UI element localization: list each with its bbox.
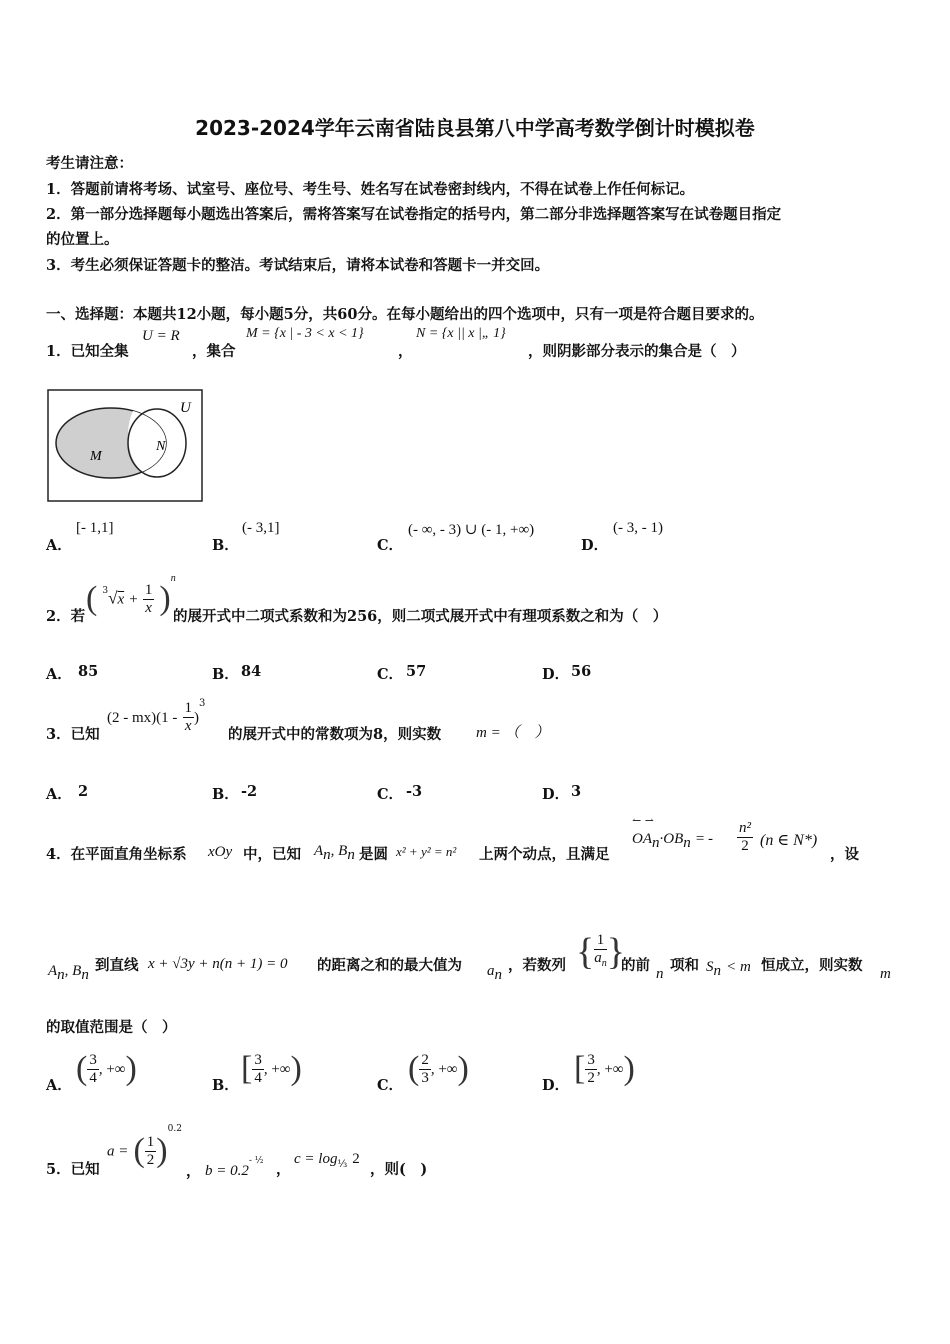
q3-expression: [107, 697, 206, 735]
q1-option-a-value: [- 1,1]: [76, 520, 114, 536]
q4-text-3: 上两个动点，且满足: [479, 846, 610, 863]
notice-item-3: 3．考生必须保证答题卡的整洁。考试结束后，请将本试卷和答题卡一并交回。: [46, 257, 550, 274]
q1-option-d-value: (- 3, - 1): [613, 520, 663, 536]
q3-expr-b: ): [194, 710, 199, 726]
q4-m-var: m: [880, 966, 891, 982]
q2-option-c-label: C．: [377, 666, 404, 683]
q1-option-c-value: (- ∞, - 3) ∪ (- 1, +∞): [408, 522, 535, 538]
q5-a-den: 2: [146, 1151, 155, 1168]
q2-option-a-value: 85: [78, 663, 99, 680]
q1-option-d-label: D．: [581, 537, 609, 554]
q2-option-d-value: 56: [571, 663, 592, 680]
q4-seq-num: 1: [594, 932, 607, 950]
q4-option-c-den: 3: [421, 1069, 429, 1086]
q4-vector-arrows: ↼ ⇀: [632, 814, 654, 827]
q3-prefix: 3．已知: [46, 726, 100, 743]
q3-option-a-label: A．: [46, 786, 72, 803]
q3-variable: m = （ ）: [476, 725, 550, 741]
q4-option-a-close: ): [125, 1050, 137, 1087]
q4-text-10: 恒成立，则实数: [761, 957, 863, 974]
q3-option-b-value: -2: [241, 783, 258, 800]
q3-exponent: 3: [199, 697, 206, 709]
q4-option-d-value: [574, 1050, 635, 1088]
q4-sequence: [576, 930, 625, 974]
q4-seq-frac: [594, 932, 607, 972]
q3-frac-den: x: [184, 718, 192, 734]
q4-option-c-value: [408, 1050, 469, 1088]
q2-expression: [86, 573, 176, 618]
q2-plus: +: [129, 591, 138, 608]
q4-text-4: ，设: [830, 846, 859, 863]
q2-option-a-label: A．: [46, 666, 72, 683]
q4-brace-close: }: [606, 931, 625, 973]
q4-seq-den: [594, 950, 607, 972]
q4-brace-open: {: [576, 931, 595, 973]
q4-sn: [706, 956, 751, 980]
q4-seq-den-a: a: [594, 950, 602, 966]
q3-expr-a: (2 - mx)(1 -: [107, 710, 178, 726]
q5-b-exp: - ½: [248, 1155, 264, 1166]
q4-option-c-open: (: [408, 1050, 420, 1087]
q1-mid: ，集合: [192, 343, 236, 360]
q5-comma-2: ，: [276, 1161, 291, 1178]
q2-option-b-value: 84: [241, 663, 262, 680]
q4-option-b-label: B．: [212, 1077, 239, 1094]
q1-option-b-label: B．: [212, 537, 239, 554]
q5-a-close: ): [156, 1132, 168, 1169]
q2-frac-den: x: [145, 599, 152, 616]
q4-text-2: 是圆: [359, 846, 388, 863]
q2-radicand: x: [117, 591, 125, 608]
q3-fraction: [183, 700, 195, 735]
q5-b-lhs: b = 0.2: [205, 1163, 249, 1179]
q5-c-base: ⅓: [337, 1159, 348, 1171]
q5-c-lhs: c = log: [294, 1151, 338, 1167]
q4-option-a-frac: [87, 1052, 99, 1087]
notice-heading: 考生请注意：: [46, 155, 133, 172]
q2-fraction: [143, 582, 155, 617]
q3-option-b-label: B．: [212, 786, 239, 803]
q4-line2-b-sub: n: [81, 967, 89, 984]
q1-set-n: N = {x || x |„ 1}: [416, 326, 506, 341]
q4-sn-lt: < m: [726, 959, 751, 975]
q1-set-m: M = {x | - 3 < x < 1}: [246, 326, 364, 341]
q4-vec-oa: OA: [632, 831, 652, 847]
q4-option-a-label: A．: [46, 1077, 72, 1094]
q4-option-d-num: 3: [587, 1051, 595, 1068]
q4-vec-ob-sub: n: [683, 835, 691, 852]
q4-points: [314, 840, 355, 864]
notice-item-2-cont: 的位置上。: [46, 231, 119, 248]
q4-option-d-tail: , +∞: [596, 1061, 624, 1078]
q4-an-sub: n: [494, 967, 502, 984]
q2-root-index: 3: [102, 586, 109, 597]
q4-option-d-frac: [585, 1052, 597, 1087]
q5-comma-1: ，: [186, 1163, 201, 1180]
q4-line2-a: A: [48, 963, 58, 979]
q3-frac-num: 1: [184, 700, 192, 716]
q4-option-b-frac: [252, 1052, 264, 1087]
q1-option-a-label: A．: [46, 537, 72, 554]
q4-text-8: 的前: [621, 957, 650, 974]
q4-equals: = -: [695, 831, 714, 847]
q4-option-a-open: (: [76, 1050, 88, 1087]
q3-option-c-label: C．: [377, 786, 404, 803]
q4-sn-sub: n: [713, 963, 721, 980]
q1-universe: U = R: [142, 328, 180, 344]
q4-option-b-den: 4: [254, 1069, 262, 1086]
q4-option-c-tail: , +∞: [430, 1061, 458, 1078]
q4-option-d-label: D．: [542, 1077, 570, 1094]
q5-a-lhs: a =: [107, 1143, 129, 1160]
q2-question: 的展开式中二项式系数和为256，则二项式展开式中有理项系数之和为（ ）: [173, 608, 668, 625]
q2-option-c-value: 57: [406, 663, 427, 680]
q2-option-b-label: B．: [212, 666, 239, 683]
q5-a-num: 1: [146, 1133, 155, 1150]
q3-option-d-value: 3: [571, 783, 582, 800]
q4-option-c-label: C．: [377, 1077, 404, 1094]
q4-prefix: 4．在平面直角坐标系: [46, 846, 187, 863]
q4-point-b: , B: [330, 843, 348, 859]
q4-text-9: 项和: [670, 957, 699, 974]
page-title: 2023-2024学年云南省陆良县第八中学高考数学倒计时模拟卷: [195, 116, 755, 140]
q5-expr-c: [294, 1148, 360, 1170]
q4-an: [487, 960, 502, 984]
q4-line2-b: , B: [64, 963, 82, 979]
q4-sn-s: S: [706, 959, 714, 975]
q4-question: 的取值范围是（ ）: [46, 1019, 177, 1036]
q2-radical: √: [108, 588, 118, 608]
q2-paren-open: (: [86, 580, 98, 617]
q4-option-b-num: 3: [254, 1051, 262, 1068]
notice-item-1: 1．答题前请将考场、试室号、座位号、考生号、姓名写在试卷密封线内，不得在试卷上作任何标记。: [46, 181, 695, 198]
q4-option-b-tail: , +∞: [263, 1061, 291, 1078]
notice-item-2: 2．第一部分选择题每小题选出答案后，需将答案写在试卷指定的括号内，第二部分非选择题答案写在试卷题目指定: [46, 206, 782, 223]
q4-option-d-den: 2: [587, 1069, 595, 1086]
q1-option-b-value: (- 3,1]: [242, 520, 280, 536]
q4-vec-oa-sub: n: [652, 835, 660, 852]
q4-option-a-num: 3: [89, 1051, 97, 1068]
q1-question: ，则阴影部分表示的集合是（ ）: [528, 343, 746, 360]
q5-c-arg: 2: [352, 1151, 360, 1167]
q1-comma: ，: [398, 343, 413, 360]
section-heading: 一、选择题：本题共12小题，每小题5分，共60分。在每小题给出的四个选项中，只有一项是符合题目要求的。: [46, 306, 764, 323]
q4-option-b-open: [: [241, 1050, 253, 1087]
venn-label-u: U: [180, 400, 191, 416]
q5-a-open: (: [133, 1132, 145, 1169]
q4-point-a-sub: n: [323, 847, 331, 864]
q4-vec-ob: ·OB: [659, 831, 684, 847]
q4-frac-num: n²: [739, 820, 751, 836]
q5-question: ，则( ): [370, 1161, 428, 1178]
q4-line2-a-sub: n: [57, 967, 65, 984]
q4-option-c-close: ): [457, 1050, 469, 1087]
q4-line-equation: x + √3y + n(n + 1) = 0: [148, 956, 288, 972]
q3-option-a-value: 2: [78, 783, 89, 800]
q4-option-a-value: [76, 1050, 137, 1088]
q4-option-a-tail: , +∞: [98, 1061, 126, 1078]
q5-a-frac: [145, 1134, 157, 1169]
q2-frac-num: 1: [144, 581, 153, 598]
q4-n-var: n: [656, 966, 664, 982]
q2-option-d-label: D．: [542, 666, 570, 683]
q4-option-b-value: [241, 1050, 302, 1088]
q4-fraction: [737, 820, 753, 855]
q1-option-c-label: C．: [377, 537, 404, 554]
q2-prefix: 2．若: [46, 608, 86, 625]
q4-frac-den: 2: [741, 838, 749, 854]
venn-diagram: [46, 388, 206, 504]
q4-option-a-den: 4: [89, 1069, 97, 1086]
q4-option-b-close: ): [290, 1050, 302, 1087]
q4-option-d-close: ): [623, 1050, 635, 1087]
venn-label-m: M: [90, 449, 102, 464]
q4-coordsys: xOy: [208, 844, 233, 860]
q4-dot-product: [632, 828, 713, 852]
q4-text-5: 到直线: [95, 957, 139, 974]
q4-line2-points: [48, 960, 89, 984]
q1-prefix: 1．已知全集: [46, 343, 129, 360]
q4-option-c-num: 2: [421, 1051, 429, 1068]
q4-circle: x² + y² = n²: [396, 844, 457, 859]
q4-seq-den-sub: n: [601, 958, 607, 969]
q5-expr-a: [107, 1124, 182, 1170]
q5-a-exp: 0.2: [167, 1124, 182, 1135]
q4-point-b-sub: n: [347, 847, 355, 864]
q5-prefix: 5．已知: [46, 1161, 100, 1178]
q5-expr-b: [205, 1155, 264, 1180]
q4-an-a: a: [487, 963, 495, 979]
q4-condition: (n ∈ N*): [760, 832, 818, 849]
venn-label-n: N: [156, 439, 166, 454]
q4-text-6: 的距离之和的最大值为: [317, 957, 462, 974]
q3-option-c-value: -3: [406, 783, 423, 800]
q4-point-a: A: [314, 843, 324, 859]
q4-option-c-frac: [419, 1052, 431, 1087]
q2-exponent: n: [170, 573, 176, 585]
q4-text-1: 中，已知: [243, 846, 301, 863]
q3-question: 的展开式中的常数项为8，则实数: [228, 726, 442, 743]
q4-text-7: ，若数列: [508, 957, 566, 974]
q2-paren-close: ): [159, 580, 171, 617]
q4-option-d-open: [: [574, 1050, 586, 1087]
q3-option-d-label: D．: [542, 786, 570, 803]
